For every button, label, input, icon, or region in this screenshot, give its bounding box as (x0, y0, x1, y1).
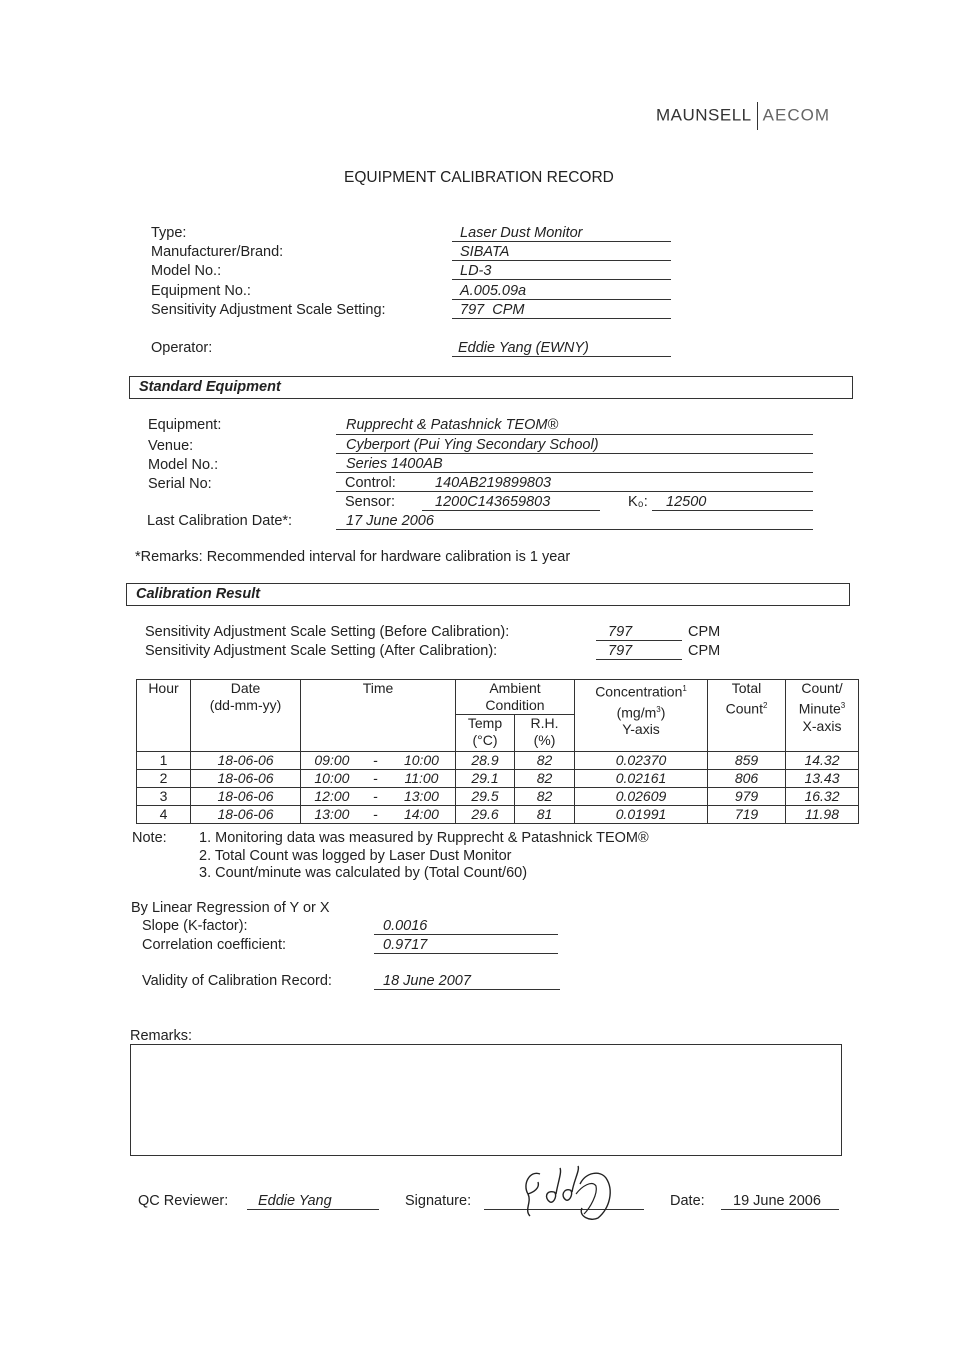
after-calibration-unit: CPM (688, 643, 721, 659)
scale-setting-label: Sensitivity Adjustment Scale Setting: (151, 302, 386, 318)
calibration-result-heading: Calibration Result (136, 586, 261, 602)
after-calibration-value: 797 (608, 643, 633, 659)
remarks-note: *Remarks: Recommended interval for hardware calibration is 1 year (135, 549, 571, 565)
logo-divider (757, 102, 758, 130)
table-header-row (137, 680, 859, 715)
note-3: 3. Count/minute was calculated by (Total Count/60) (199, 865, 528, 881)
calibration-result-header (126, 583, 850, 606)
before-calibration-underline (596, 640, 682, 641)
temp-header: Temp (°C) (456, 715, 515, 752)
sensor-label: Sensor: (345, 494, 395, 510)
logo-maunsell: MAUNSELL (656, 105, 752, 125)
brand-label: Manufacturer/Brand: (151, 244, 284, 260)
operator-value: Eddie Yang (EWNY) (458, 340, 589, 356)
date-header: Date (dd-mm-yy) (191, 680, 301, 752)
operator-label: Operator: (151, 340, 213, 356)
validity-label: Validity of Calibration Record: (142, 973, 332, 989)
last-calibration-underline (336, 529, 813, 530)
slope-underline (374, 934, 558, 935)
type-label: Type: (151, 225, 187, 241)
table-row: 2 18-06-06 10:00 - 11:00 29.1 82 0.02161 806 13.43 (137, 770, 859, 788)
qc-reviewer-value: Eddie Yang (258, 1193, 332, 1209)
brand-value: SIBATA (460, 244, 510, 260)
standard-equipment-heading: Standard Equipment (139, 379, 281, 395)
control-underline (336, 491, 813, 492)
after-calibration-label: Sensitivity Adjustment Scale Setting (After Calibration): (145, 643, 498, 659)
date-value: 19 June 2006 (733, 1193, 821, 1209)
page-title: EQUIPMENT CALIBRATION RECORD (344, 169, 614, 186)
slope-label: Slope (K-factor): (142, 918, 248, 934)
company-logo (656, 102, 830, 130)
venue-label: Venue: (148, 438, 194, 454)
std-model-label: Model No.: (148, 457, 219, 473)
validity-value: 18 June 2007 (383, 973, 471, 989)
last-calibration-value: 17 June 2006 (346, 513, 434, 529)
before-calibration-unit: CPM (688, 624, 721, 640)
scale-setting-underline (452, 318, 671, 319)
logo-aecom: AECOM (762, 105, 830, 125)
model-underline (452, 279, 671, 280)
sensor-value: 1200C143659803 (435, 494, 551, 510)
venue-value: Cyberport (Pui Ying Secondary School) (346, 437, 599, 453)
serial-label: Serial No: (148, 476, 212, 492)
ambient-header: Ambient Condition (456, 680, 575, 715)
std-equipment-label: Equipment: (148, 417, 222, 433)
ko-value: 12500 (666, 494, 707, 510)
type-underline (452, 241, 671, 242)
date-underline (721, 1209, 839, 1210)
note-1: 1. Monitoring data was measured by Rupprecht & Patashnick TEOM® (199, 830, 649, 846)
table-row: 3 18-06-06 12:00 - 13:00 29.5 82 0.02609 979 16.32 (137, 788, 859, 806)
time-header: Time (301, 680, 456, 752)
note-2: 2. Total Count was logged by Laser Dust Monitor (199, 848, 512, 864)
hour-header: Hour (137, 680, 191, 752)
brand-underline (452, 260, 671, 261)
equipment-no-underline (452, 299, 671, 300)
type-value: Laser Dust Monitor (460, 225, 583, 241)
control-value: 140AB219899803 (435, 475, 552, 491)
std-equipment-underline (336, 434, 813, 435)
std-model-value: Series 1400AB (346, 456, 443, 472)
ko-label: K₀: (628, 494, 648, 510)
std-model-underline (336, 472, 813, 473)
std-equipment-value: Rupprecht & Patashnick TEOM® (346, 417, 559, 433)
correlation-label: Correlation coefficient: (142, 937, 287, 953)
qc-reviewer-label: QC Reviewer: (138, 1193, 229, 1209)
ko-underline (652, 510, 813, 511)
sensor-underline (422, 510, 600, 511)
date-label: Date: (670, 1193, 705, 1209)
operator-underline (452, 356, 671, 357)
regression-heading: By Linear Regression of Y or X (131, 900, 330, 916)
remarks-label: Remarks: (130, 1028, 193, 1044)
correlation-value: 0.9717 (383, 937, 428, 953)
count-minute-header: Count/ Minute$^3$ X-axis (786, 680, 859, 752)
model-value: LD-3 (460, 263, 492, 279)
rh-header: R.H. (%) (515, 715, 575, 752)
handwritten-signature (510, 1164, 630, 1224)
before-calibration-label: Sensitivity Adjustment Scale Setting (Before Calibration): (145, 624, 510, 640)
table-row: 4 18-06-06 13:00 - 14:00 29.6 81 0.01991 719 11.98 (137, 806, 859, 824)
note-label: Note: (132, 830, 167, 846)
control-label: Control: (345, 475, 396, 491)
standard-equipment-header (129, 376, 853, 399)
total-count-header: Total Count$^2$ (708, 680, 786, 752)
model-label: Model No.: (151, 263, 222, 279)
signature-label: Signature: (405, 1193, 472, 1209)
equipment-no-label: Equipment No.: (151, 283, 251, 299)
qc-reviewer-underline (247, 1209, 379, 1210)
after-calibration-underline (596, 659, 682, 660)
remarks-box (130, 1044, 842, 1156)
concentration-header: Concentration$^1$ $(mg/m^3)$ Y-axis (575, 680, 708, 752)
last-calibration-label: Last Calibration Date*: (147, 513, 293, 529)
table-row: 1 18-06-06 09:00 - 10:00 28.9 82 0.02370 859 14.32 (137, 752, 859, 770)
calibration-table (136, 679, 859, 824)
scale-setting-value: 797 CPM (460, 302, 525, 318)
validity-underline (374, 989, 560, 990)
slope-value: 0.0016 (383, 918, 428, 934)
before-calibration-value: 797 (608, 624, 633, 640)
venue-underline (336, 453, 813, 454)
correlation-underline (374, 953, 558, 954)
equipment-no-value: A.005.09a (460, 283, 527, 299)
